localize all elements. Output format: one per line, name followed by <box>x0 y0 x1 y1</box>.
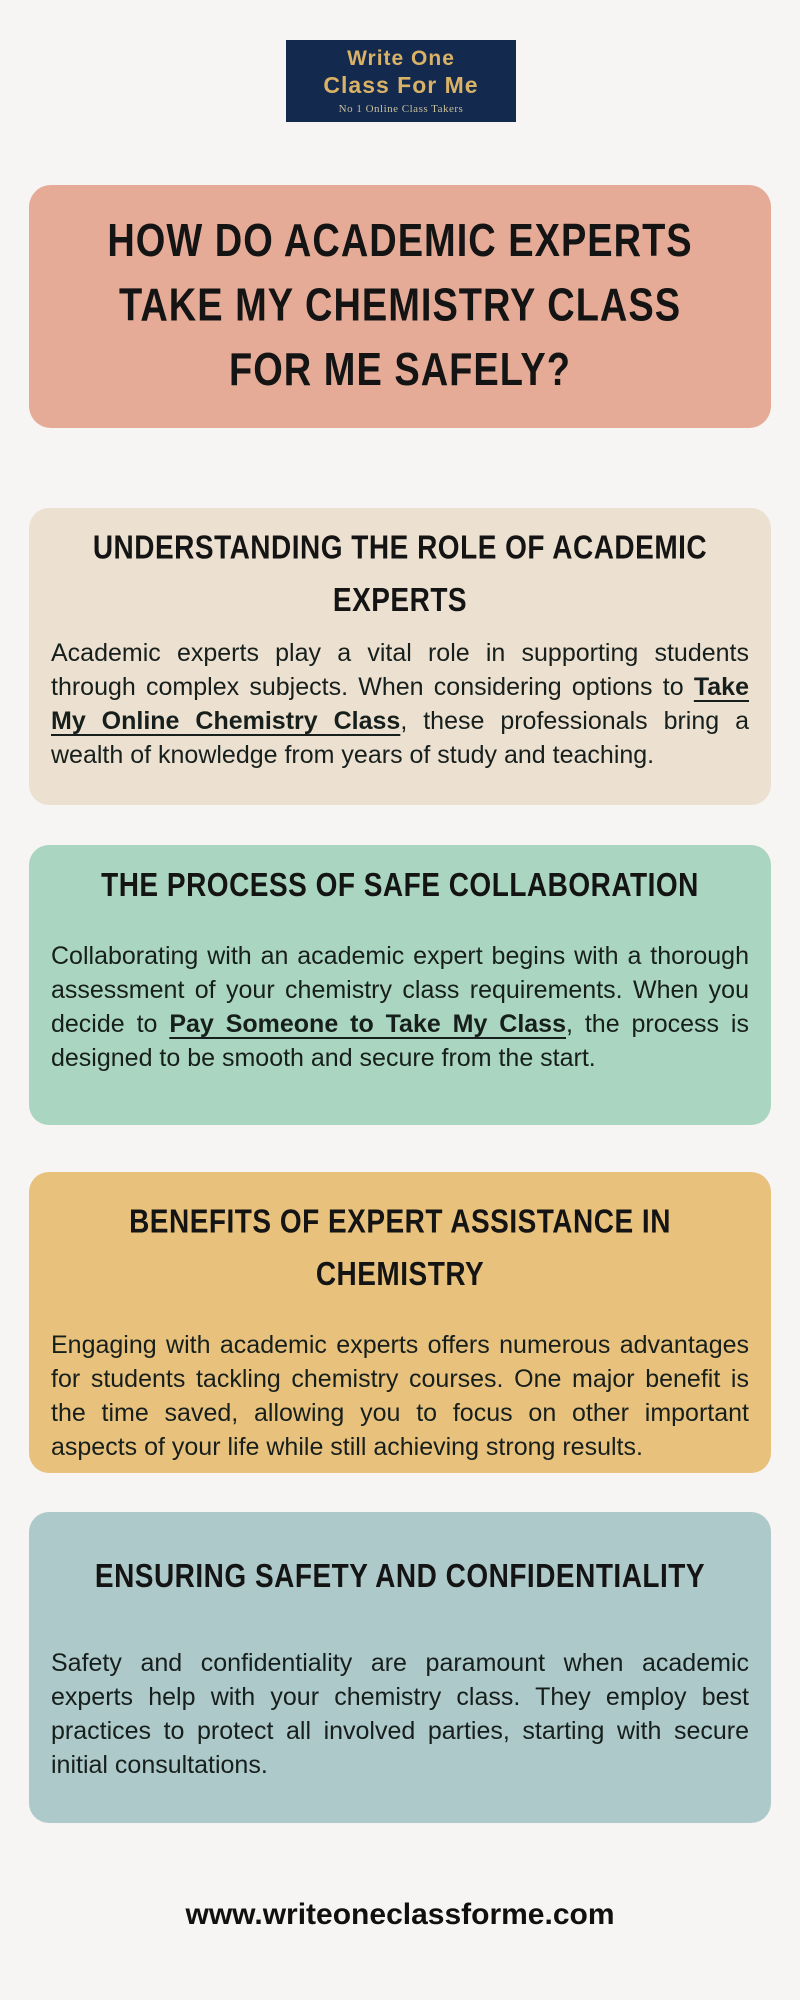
inline-link-pay-someone-to-take-my-class[interactable]: Pay Someone to Take My Class <box>169 1010 566 1038</box>
page-title-line-2: TAKE MY CHEMISTRY CLASS <box>118 280 682 332</box>
body-text: Collaborating with an academic expert begins with a thorough assessment of your chemistry class requirements. When you decide to <box>51 942 749 1038</box>
body-text: , these professionals bring a wealth of knowledge from years of study and teaching. <box>51 707 750 769</box>
inline-link-take-my-online-chemistry-class[interactable]: Take My Online Chemistry Class <box>51 673 749 735</box>
body-text: Academic experts play a vital role in supporting students through complex subjects. When considering options to <box>51 639 749 701</box>
section-body: Engaging with academic experts offers numerous advantages for students tackling chemistry courses. One major benefit is the time saved, allowing you to focus on other important aspects of your life while still achieving strong results. <box>51 1331 749 1461</box>
brand-name-line2: Class For Me <box>323 72 479 98</box>
section-body: Safety and confidentiality are paramount when academic experts help with your chemistry class. They employ best practices to protect all involved parties, starting with secure initial consultations. <box>51 1649 749 1779</box>
page-title <box>107 210 692 404</box>
section-benefits <box>29 1172 771 1473</box>
section-heading: THE PROCESS OF SAFE COLLABORATION <box>101 865 699 903</box>
brand-logo <box>286 40 516 122</box>
body-text: , the process is designed to be smooth and secure from the start. <box>51 1010 749 1072</box>
section-understanding-role <box>29 508 771 805</box>
section-heading: UNDERSTANDING THE ROLE OF ACADEMIC EXPERTS <box>92 528 708 619</box>
section-body <box>51 636 749 772</box>
website-url: www.writeoneclassforme.com <box>185 1898 615 1931</box>
brand-name-line1: Write One <box>347 47 455 70</box>
brand-tagline: No 1 Online Class Takers <box>338 103 464 115</box>
page-title-line-1: HOW DO ACADEMIC EXPERTS <box>107 215 693 267</box>
title-banner <box>29 185 771 428</box>
section-heading: BENEFITS OF EXPERT ASSISTANCE IN CHEMISTRY <box>129 1202 671 1293</box>
page-title-line-3: FOR ME SAFELY? <box>229 344 571 397</box>
section-safety-confidentiality <box>29 1512 771 1823</box>
section-body <box>51 939 749 1075</box>
section-heading: ENSURING SAFETY AND CONFIDENTIALITY <box>94 1556 706 1594</box>
section-safe-collaboration <box>29 845 771 1125</box>
